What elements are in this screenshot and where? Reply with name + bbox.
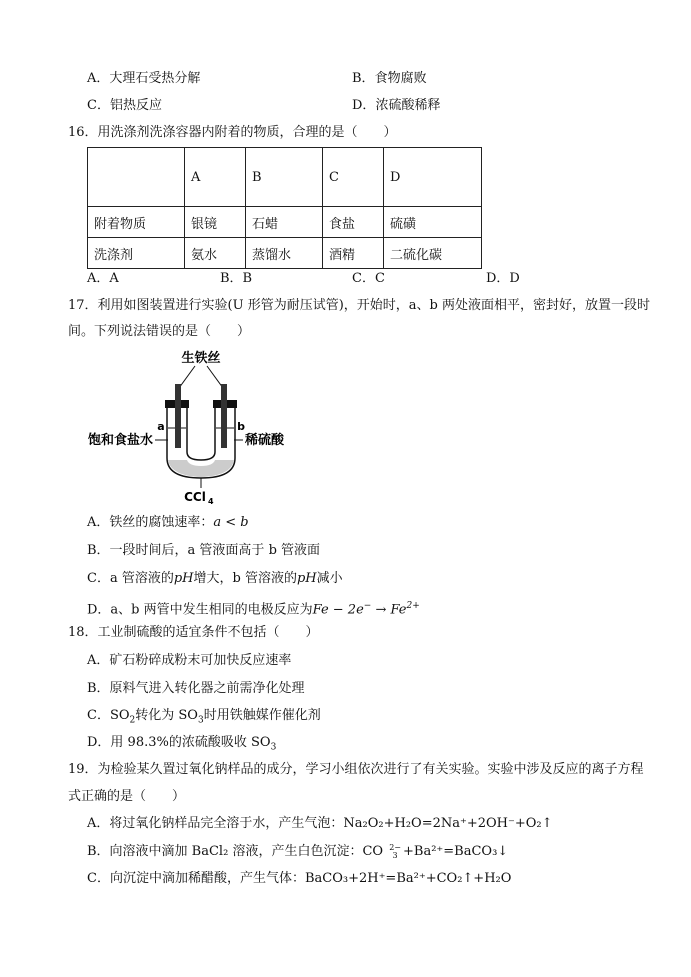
q19-option-a: A．将过氧化钠样品完全溶于水，产生气泡：Na₂O₂+H₂O=2Na⁺+2OH⁻+O₂↑ <box>87 816 553 831</box>
table-cell: 附着物质 <box>88 207 185 238</box>
table-cell: A <box>185 148 246 207</box>
q15-option-b: B．食物腐败 <box>352 71 427 86</box>
table-cell: 氨水 <box>185 238 246 269</box>
q18-option-a: A．矿石粉碎成粉末可加快反应速率 <box>87 653 292 668</box>
q16-option-d: D．D <box>486 271 520 286</box>
q16-stem: 16．用洗涤剂洗涤容器内附着的物质，合理的是（ ） <box>68 125 397 140</box>
table-cell: 银镜 <box>185 207 246 238</box>
q18-stem: 18．工业制硫酸的适宜条件不包括（ ） <box>68 625 319 640</box>
iron-wire-right <box>221 384 227 448</box>
q19-option-b: B．向溶液中滴加 BaCl₂ 溶液，产生白色沉淀：CO 2− 3 +Ba²⁺=BaCO₃↓ <box>87 842 509 860</box>
table-cell <box>88 148 185 207</box>
q17-option-a: A．铁丝的腐蚀速率：a < b <box>87 515 249 530</box>
wire-leader-left <box>179 366 195 388</box>
table-row <box>88 207 482 238</box>
q16-table <box>87 147 482 269</box>
label-saturated-brine: 饱和食盐水 <box>87 433 153 448</box>
q17-option-d: D．a、b 两管中发生相同的电极反应为$Fe - 2e^- \to Fe^{2+}$ <box>87 601 420 618</box>
q15-option-d: D．浓硫酸稀释 <box>352 98 441 113</box>
u-tube-diagram <box>87 348 295 508</box>
u-tube-inner <box>187 406 215 460</box>
q17-option-c: C．a 管溶液的pH增大，b 管溶液的pH减小 <box>87 571 343 586</box>
q17-stem-line2: 间。下列说法错误的是（ ） <box>68 324 251 339</box>
table-cell: 硫磺 <box>384 207 482 238</box>
table-cell: 洗涤剂 <box>88 238 185 269</box>
table-cell: 二硫化碳 <box>384 238 482 269</box>
q16-option-b: B．B <box>220 271 253 286</box>
table-cell: 酒精 <box>323 238 384 269</box>
label-ccl4-sub: 4 <box>208 497 214 506</box>
q17-stem-line1: 17．利用如图装置进行实验(U 形管为耐压试管)，开始时，a、b 两处液面相平，密封好，放置一段时 <box>68 298 650 313</box>
q16-option-c: C．C <box>352 271 385 286</box>
table-cell: 食盐 <box>323 207 384 238</box>
label-b: b <box>237 420 245 433</box>
q18-option-d: D．用 98.3%的浓硫酸吸收 $SO_3$ <box>87 735 277 753</box>
table-header-row <box>88 148 482 207</box>
table-row <box>88 238 482 269</box>
u-tube-figure <box>87 348 295 508</box>
carbonate-charge-stack: 2− 3 <box>389 842 401 860</box>
q17-option-b: B．一段时间后，a 管液面高于 b 管液面 <box>87 543 321 558</box>
q15-option-c: C．铝热反应 <box>87 98 162 113</box>
label-a: a <box>157 420 165 433</box>
wire-leader-right <box>207 366 223 388</box>
q16-option-a: A．A <box>87 271 119 286</box>
table-cell: D <box>384 148 482 207</box>
q19-stem-line2: 式正确的是（ ） <box>68 789 186 804</box>
q18-option-b: B．原料气进入转化器之前需净化处理 <box>87 681 305 696</box>
table-cell: 蒸馏水 <box>246 238 323 269</box>
table-cell: C <box>323 148 384 207</box>
iron-wire-left <box>175 384 181 448</box>
label-ccl4: CCl <box>184 490 206 504</box>
label-dilute-sulfuric-acid: 稀硫酸 <box>245 433 285 448</box>
q19-option-c: C．向沉淀中滴加稀醋酸，产生气体：BaCO₃+2H⁺=Ba²⁺+CO₂↑+H₂O <box>87 871 512 886</box>
q18-option-c: C．$SO_2$转化为 $SO_3$时用铁触媒作催化剂 <box>87 708 321 726</box>
q15-option-a: A．大理石受热分解 <box>87 71 201 86</box>
label-iron-wire: 生铁丝 <box>181 351 221 366</box>
table-cell: 石蜡 <box>246 207 323 238</box>
table-cell: B <box>246 148 323 207</box>
q19-stem-line1: 19．为检验某久置过氧化钠样品的成分，学习小组依次进行了有关实验。实验中涉及反应的离子方程 <box>68 762 644 777</box>
